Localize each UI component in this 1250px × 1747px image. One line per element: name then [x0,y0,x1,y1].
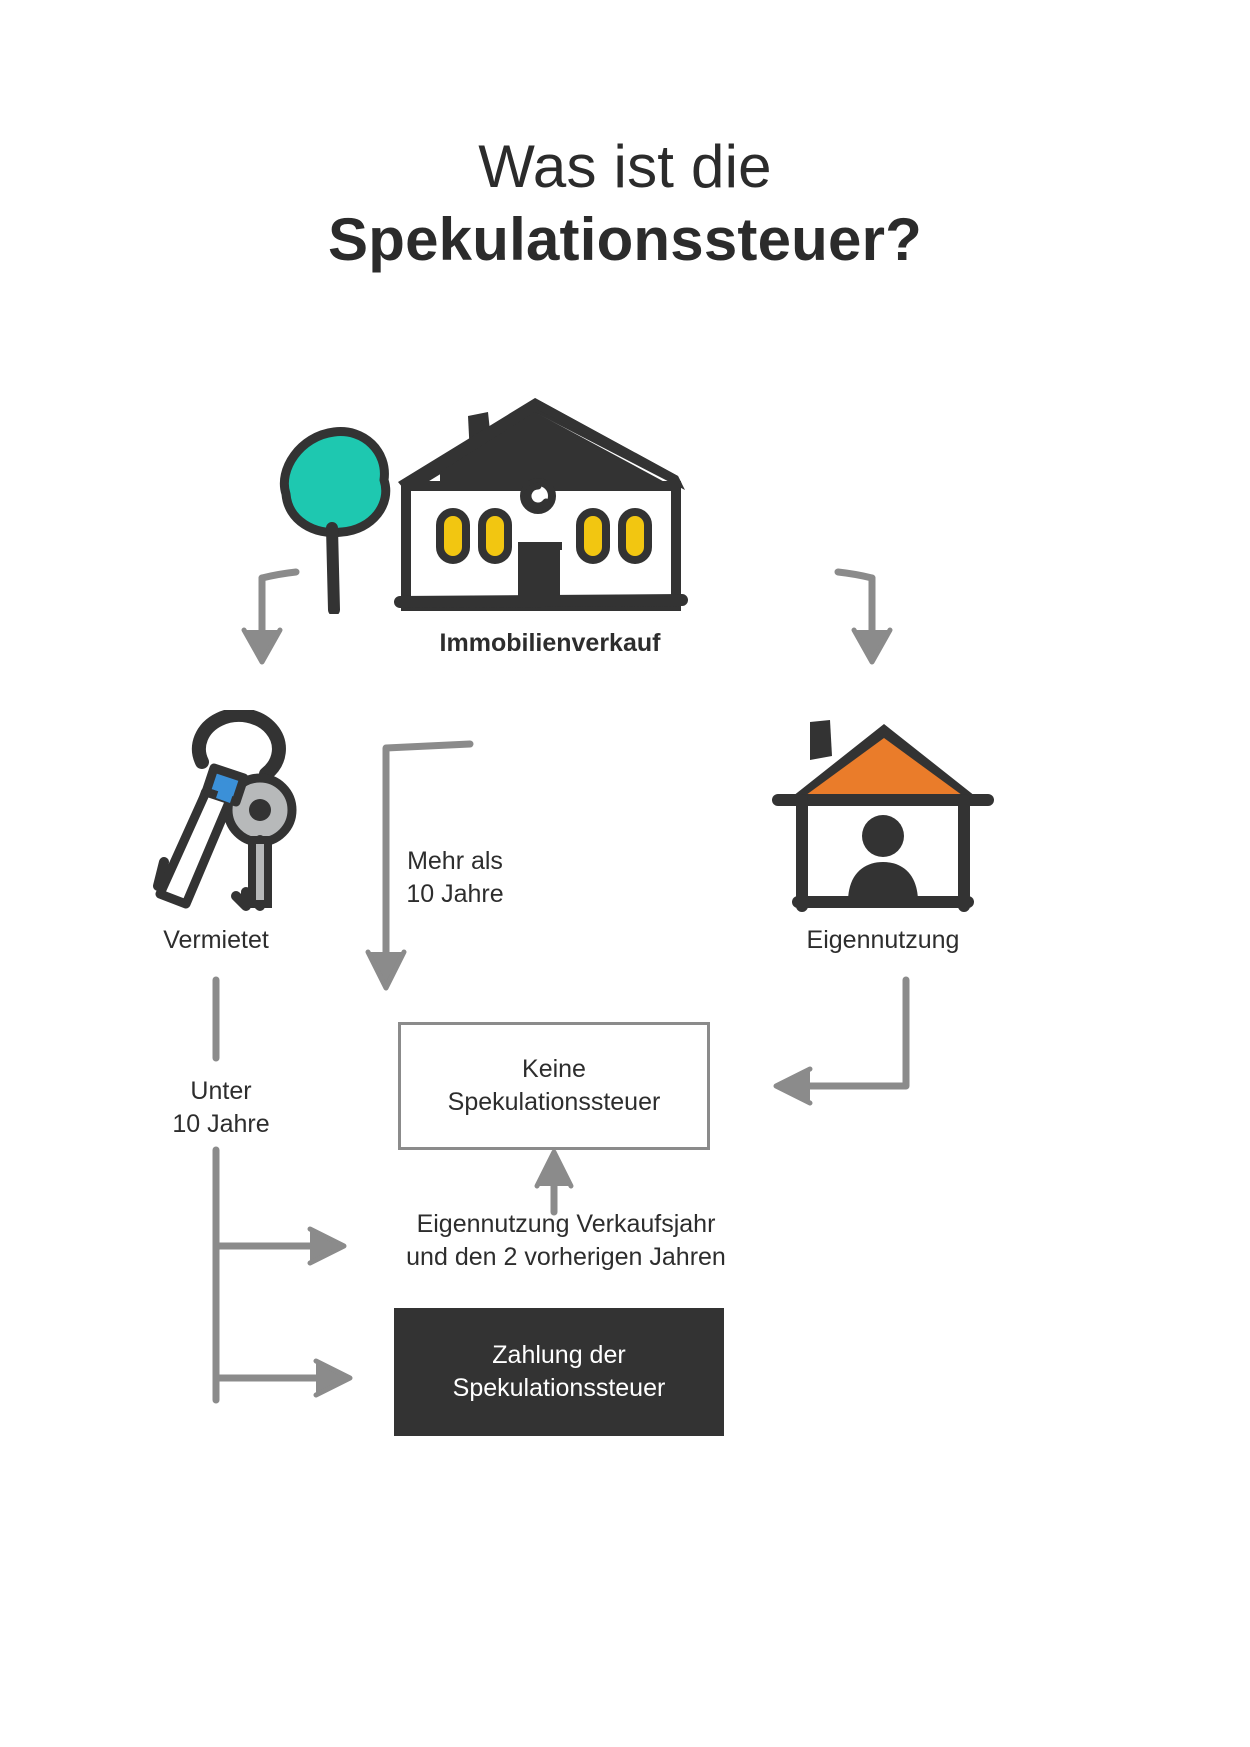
edge-label-under-10-years [96,1075,346,1141]
tree-icon [276,424,394,614]
edge-label-own-use-sale-year-line2: und den 2 vorherigen Jahren [406,1243,726,1271]
edge-label-under-10-years-line1: Unter [190,1077,252,1105]
house-sale-label: Immobilienverkauf [439,629,661,657]
edge-label-own-use-sale-year-line1: Eigennutzung Verkaufsjahr [416,1210,716,1238]
title-line-2: Spekulationssteuer? [328,206,922,274]
edge-label-under-10-years-line2: 10 Jahre [172,1110,270,1138]
edge-label-own-use-sale-year [356,1208,776,1274]
rented-label: Vermietet [163,926,269,954]
outcome-box-no-speculation-tax [398,1022,710,1150]
edge-label-more-than-10-years-line1: Mehr als [407,847,503,875]
no-tax-line1: Keine [522,1055,586,1083]
person-in-house-icon [768,704,998,919]
pay-tax-line2: Spekulationssteuer [452,1374,666,1402]
title-line-1: Was ist die [478,133,772,200]
keys-icon [140,710,330,920]
own-use-label: Eigennutzung [806,926,960,954]
no-tax-line2: Spekulationssteuer [447,1088,661,1116]
pay-tax-line1: Zahlung der [492,1341,626,1369]
edge-label-more-than-10-years-line2: 10 Jahre [406,880,504,908]
edge-label-more-than-10-years [330,845,580,911]
outcome-box-pay-speculation-tax [394,1308,724,1436]
